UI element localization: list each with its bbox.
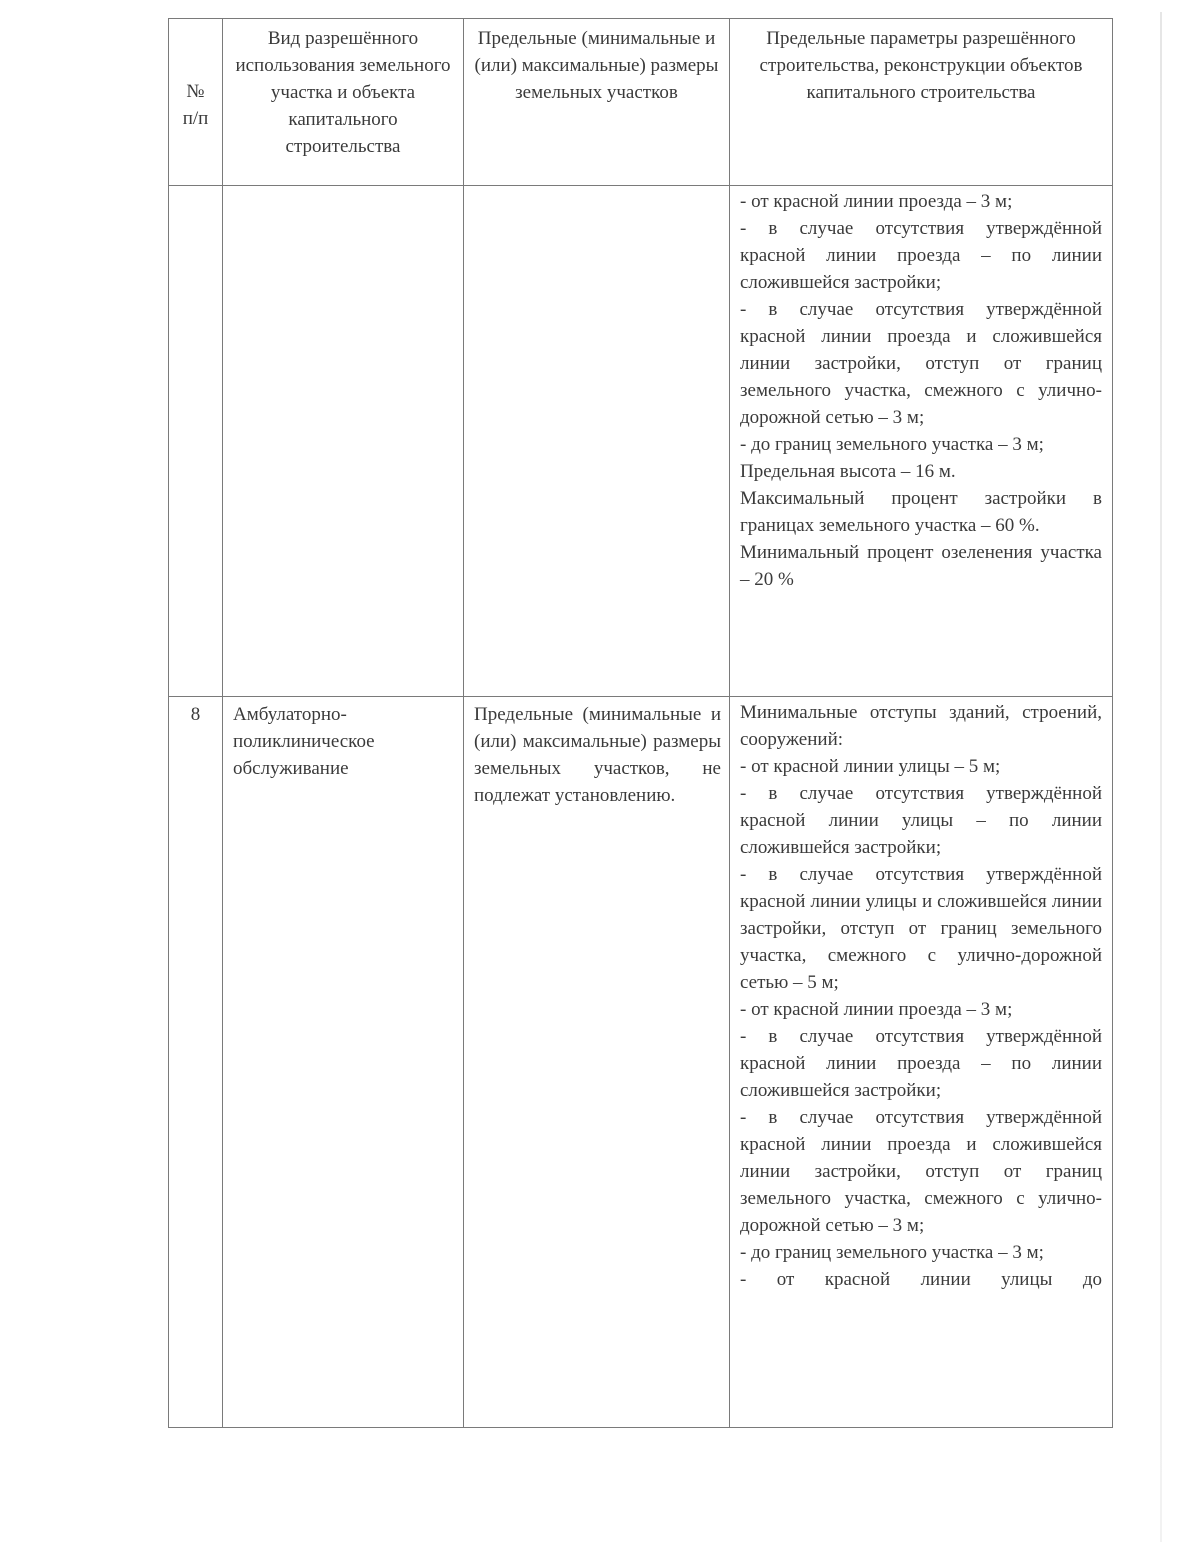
param-line: - в случае отсутствия утверждённой красной линии проезда – по линии сложившейся застройки; bbox=[740, 1026, 1102, 1101]
row-usage-type: Амбулаторно-поликлиническое обслуживание bbox=[223, 697, 464, 1428]
scan-edge-mark bbox=[1160, 12, 1162, 1542]
row-construction-params bbox=[730, 697, 1113, 1428]
param-line: - в случае отсутствия утверждённой красной линии улицы и сложившейся линии застройки, отступ от границ земельного участка, смежного с улично-дорожной сетью – 5 м; bbox=[740, 864, 1102, 993]
param-line: - в случае отсутствия утверждённой красной линии проезда – по линии сложившейся застройки; bbox=[740, 218, 1102, 293]
regulations-table bbox=[168, 18, 1113, 1428]
row-usage-type bbox=[223, 186, 464, 697]
param-line: - от красной линии улицы – 5 м; bbox=[740, 756, 1001, 777]
header-usage-type: Вид разрешённого использования земельного участка и объекта капитального строительства bbox=[223, 19, 464, 186]
header-plot-size: Предельные (минимальные и (или) максимальные) размеры земельных участков bbox=[464, 19, 730, 186]
param-line: Минимальный процент озеленения участка – 20 % bbox=[740, 542, 1102, 590]
row-plot-size: Предельные (минимальные и (или) максимальные) размеры земельных участков, не подлежат установлению. bbox=[464, 697, 730, 1428]
param-line: - в случае отсутствия утверждённой красной линии улицы – по линии сложившейся застройки; bbox=[740, 783, 1102, 858]
param-line: - до границ земельного участка – 3 м; bbox=[740, 1242, 1044, 1263]
table-row bbox=[169, 186, 1113, 697]
header-number: № п/п bbox=[169, 19, 223, 186]
param-line: - в случае отсутствия утверждённой красной линии проезда и сложившейся линии застройки, отступ от границ земельного участка, смежного с улично-дорожной сетью – 3 м; bbox=[740, 299, 1102, 428]
row-number: 8 bbox=[169, 697, 223, 1428]
param-line: - от красной линии проезда – 3 м; bbox=[740, 191, 1013, 212]
header-row bbox=[169, 19, 1113, 186]
param-line: - до границ земельного участка – 3 м; bbox=[740, 434, 1044, 455]
param-line: Предельная высота – 16 м. bbox=[740, 461, 956, 482]
header-construction-params: Предельные параметры разрешённого строительства, реконструкции объектов капитального строительства bbox=[730, 19, 1113, 186]
param-line: Минимальные отступы зданий, строений, сооружений: bbox=[740, 702, 1102, 750]
param-line: - от красной линии улицы до bbox=[740, 1269, 1102, 1290]
param-line: - от красной линии проезда – 3 м; bbox=[740, 999, 1013, 1020]
row-plot-size bbox=[464, 186, 730, 697]
param-line: Максимальный процент застройки в границах земельного участка – 60 %. bbox=[740, 488, 1102, 536]
table-row bbox=[169, 697, 1113, 1428]
row-construction-params bbox=[730, 186, 1113, 697]
row-number bbox=[169, 186, 223, 697]
param-line: - в случае отсутствия утверждённой красной линии проезда и сложившейся линии застройки, отступ от границ земельного участка, смежного с улично-дорожной сетью – 3 м; bbox=[740, 1107, 1102, 1236]
